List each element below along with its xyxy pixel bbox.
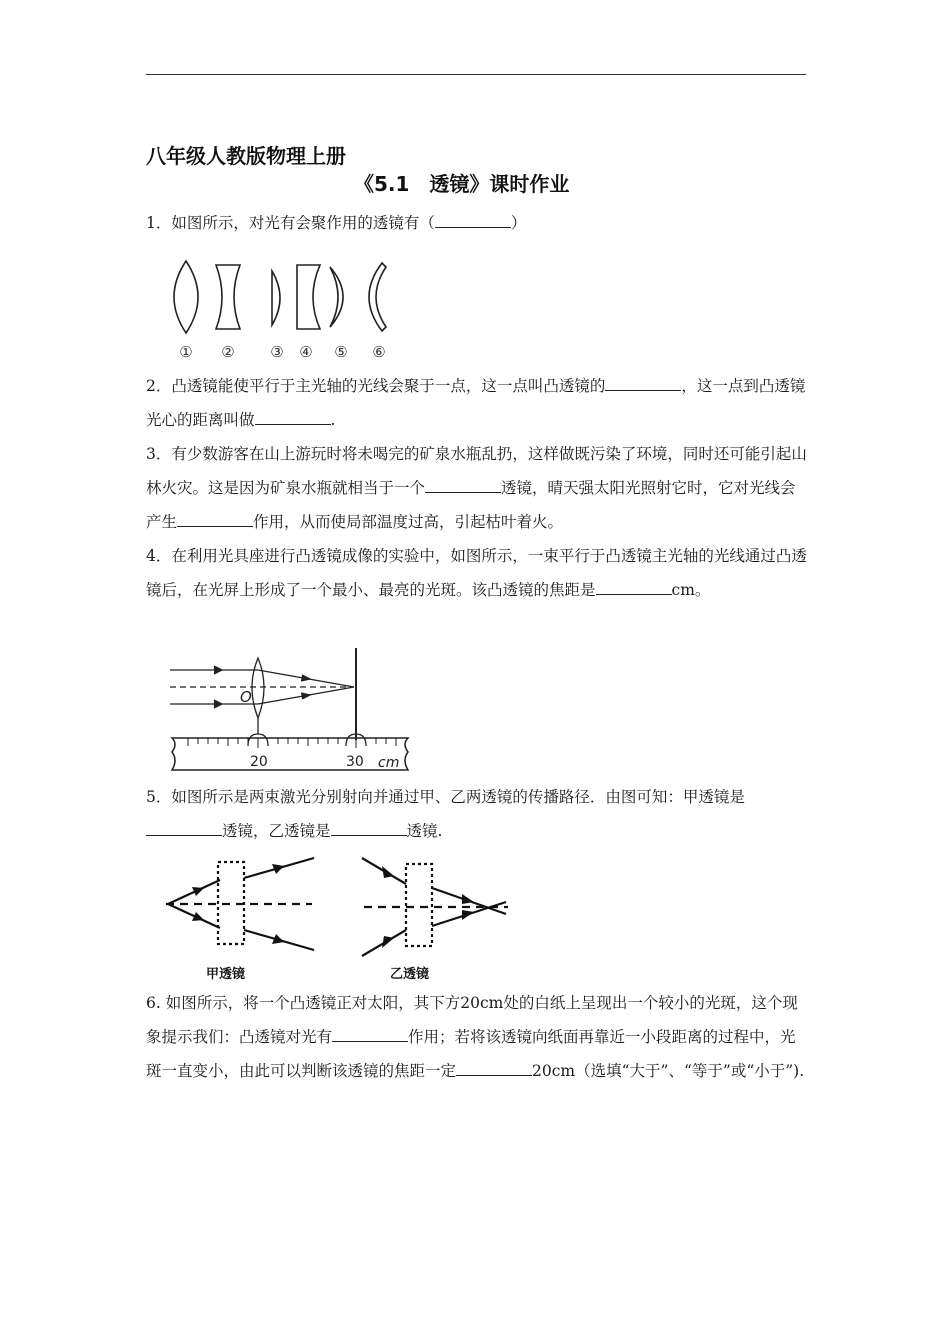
lens-label-6: ⑥ xyxy=(372,343,386,361)
q6-text-end: 20cm（选填“大于”、“等于”或“小于”). xyxy=(532,1062,805,1080)
q3-text-mid: 透镜，晴天强太阳光照射它时，它对光线会产生 xyxy=(146,479,796,531)
question-4 xyxy=(146,539,808,607)
q6-text-mid: 作用；若将该透镜向纸面再靠近一小段距离的过程中，光斑一直变小，由此可以判断该透镜的焦距一定 xyxy=(146,1028,796,1080)
q4-answer-blank[interactable] xyxy=(596,576,672,595)
q1-answer-blank[interactable] xyxy=(435,209,511,228)
unit-label-cm: cm xyxy=(378,755,400,771)
question-6 xyxy=(146,986,808,1088)
question-2 xyxy=(146,369,808,437)
lens-5-meniscus xyxy=(330,267,343,327)
q6-text: 6. 如图所示，将一个凸透镜正对太阳，其下方20cm处的白纸上呈现出一个较小的光斑，这个现象提示我们：凸透镜对光有 xyxy=(146,994,798,1046)
q4-text-end: cm。 xyxy=(671,581,711,599)
question-1 xyxy=(146,206,808,240)
lens-label-2: ② xyxy=(221,343,235,361)
lens-jia-label: 甲透镜 xyxy=(206,967,246,982)
lens-2-biconcave xyxy=(216,265,240,329)
q3-answer-blank-1[interactable] xyxy=(425,474,501,493)
lens-pair-figure xyxy=(162,852,518,984)
q5-text: 5．如图所示是两束激光分别射向并通过甲、乙两透镜的传播路径．由图可知：甲透镜是 xyxy=(146,788,745,806)
question-3 xyxy=(146,437,808,539)
q6-answer-blank-2[interactable] xyxy=(456,1057,532,1076)
q5-text-mid: 透镜，乙透镜是 xyxy=(222,822,331,840)
q3-answer-blank-2[interactable] xyxy=(177,508,253,527)
lens-label-5: ⑤ xyxy=(334,343,348,361)
lens-1-biconvex xyxy=(174,261,198,333)
q2-text-end: . xyxy=(330,411,336,429)
lesson-title: 《5.1 透镜》课时作业 xyxy=(354,172,570,196)
header-rule xyxy=(146,74,806,75)
q5-text-end: 透镜. xyxy=(406,822,443,840)
q2-text-mid: ，这一点到凸透镜光心的距离叫做 xyxy=(146,377,806,429)
q5-answer-blank-1[interactable] xyxy=(146,817,222,836)
tick-label-30: 30 xyxy=(346,754,364,770)
q2-answer-blank-1[interactable] xyxy=(605,372,681,391)
lens-4-planoconcave xyxy=(297,265,320,329)
q2-answer-blank-2[interactable] xyxy=(255,406,331,425)
lens-shapes-figure xyxy=(160,255,400,365)
book-title: 八年级人教版物理上册 xyxy=(146,144,346,168)
optical-bench-figure xyxy=(166,648,416,776)
q5-answer-blank-2[interactable] xyxy=(331,817,407,836)
lens-yi-label: 乙透镜 xyxy=(390,967,430,982)
question-5 xyxy=(146,780,808,848)
lens-3-planoconvex xyxy=(272,271,280,325)
q1-text: 1．如图所示，对光有会聚作用的透镜有（ xyxy=(146,214,435,232)
tick-label-20: 20 xyxy=(250,754,268,770)
q4-text: 4．在利用光具座进行凸透镜成像的实验中，如图所示，一束平行于凸透镜主光轴的光线通过凸透镜后，在光屏上形成了一个最小、最亮的光斑。该凸透镜的焦距是 xyxy=(146,547,807,599)
q2-text: 2．凸透镜能使平行于主光轴的光线会聚于一点，这一点叫凸透镜的 xyxy=(146,377,606,395)
optical-center-label: O xyxy=(240,688,252,706)
lens-label-4: ④ xyxy=(299,343,313,361)
q3-text-end: 作用，从而使局部温度过高，引起枯叶着火。 xyxy=(253,513,564,531)
lens-6-meniscus-concave xyxy=(369,263,386,331)
q3-text: 3．有少数游客在山上游玩时将未喝完的矿泉水瓶乱扔，这样做既污染了环境，同时还可能引起山林火灾。这是因为矿泉水瓶就相当于一个 xyxy=(146,445,807,497)
q1-text-end: ） xyxy=(510,214,527,232)
lens-label-3: ③ xyxy=(270,343,284,361)
q6-answer-blank-1[interactable] xyxy=(332,1023,408,1042)
lens-label-1: ① xyxy=(179,343,193,361)
